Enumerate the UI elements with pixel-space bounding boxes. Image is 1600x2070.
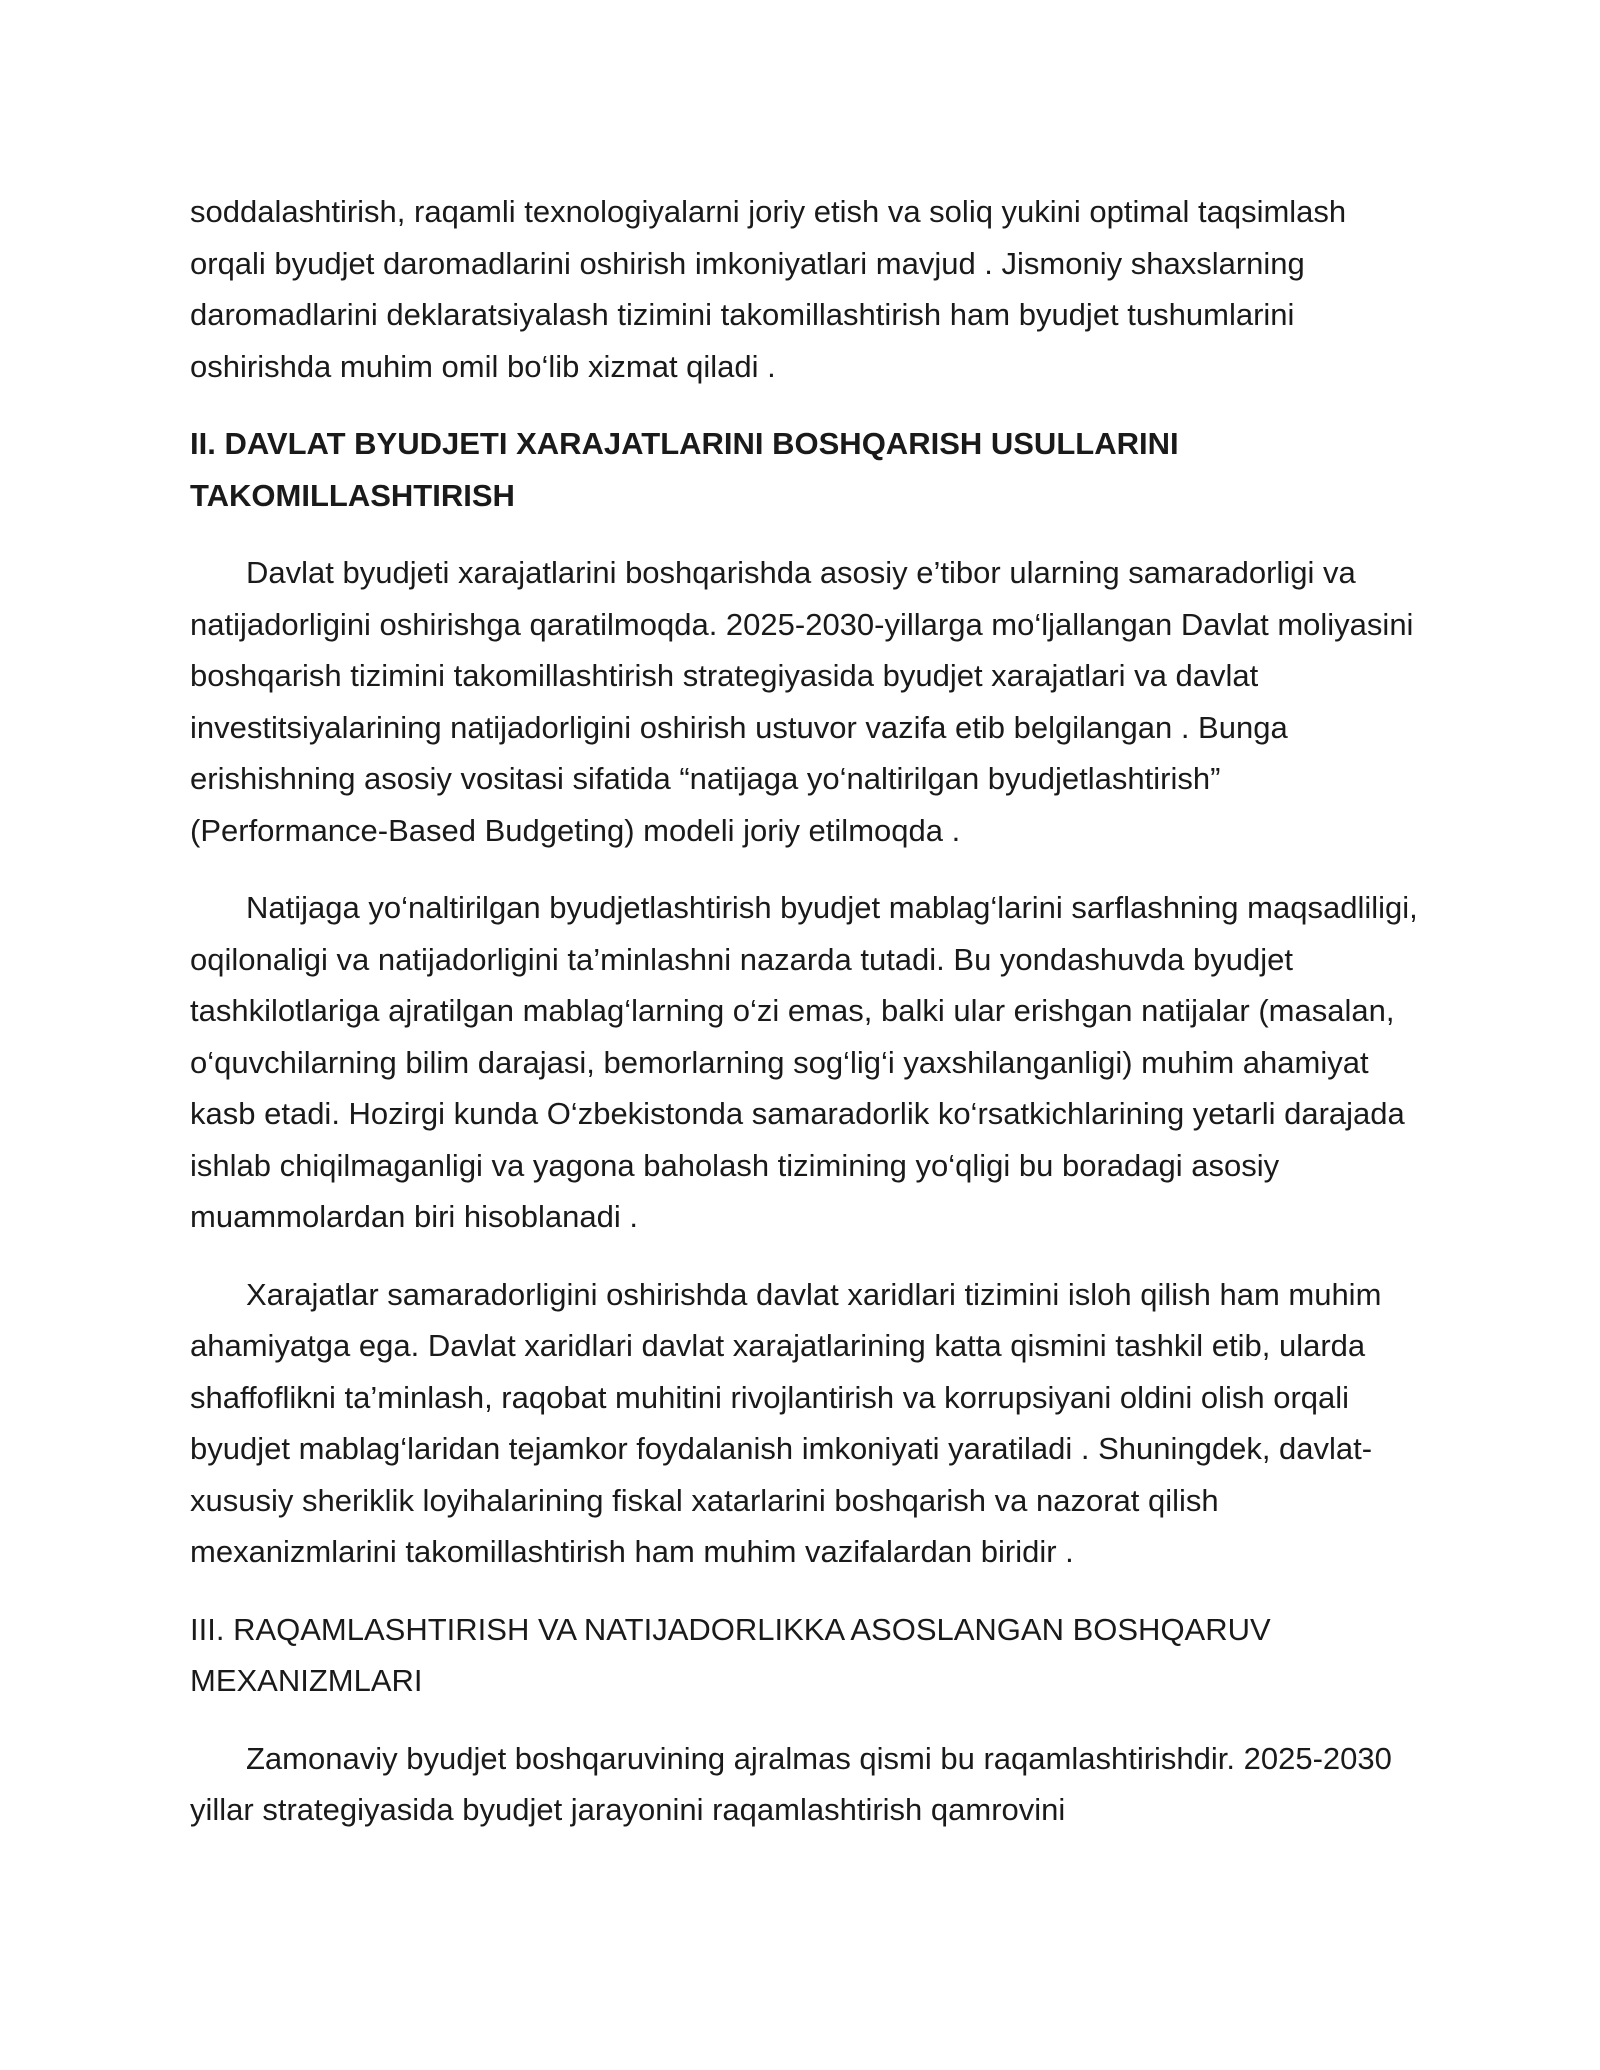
document-page (190, 186, 1425, 1862)
paragraph-expenditure-management: Davlat byudjeti xarajatlarini boshqarishda asosiy e’tibor ularning samaradorligi va natijadorligini oshirishga qaratilmoqda. 2025-2030-yillarga mo‘ljallangan Davlat moliyasini boshqarish tizimini takomillashtirish strategiyasida byudjet xarajatlari va davlat investitsiyalarining natijadorligini oshirish ustuvor vazifa etib belgilangan . Bunga erishishning asosiy vositasi sifatida “natijaga yo‘naltirilgan byudjetlashtirish” (Performance-Based Budgeting) modeli joriy etilmoqda . (190, 555, 1414, 848)
section-heading-iii: III. RAQAMLASHTIRISH VA NATIJADORLIKKA ASOSLANGAN BOSHQARUV MEXANIZMLARI (190, 1611, 1271, 1698)
paragraph-continued: soddalashtirish, raqamli texnologiyalarni joriy etish va soliq yukini optimal taqsimlash orqali byudjet daromadlarini oshirish imkoniyatlari mavjud . Jismoniy shaxslarning daromadlarini deklaratsiyalash tizimini takomillashtirish ham byudjet tushumlarini oshirishda muhim omil bo‘lib xizmat qiladi . (190, 194, 1347, 384)
paragraph-performance-budgeting: Natijaga yo‘naltirilgan byudjetlashtirish byudjet mablag‘larini sarflashning maqsadliligi, oqilonaligi va natijadorligini ta’minlashni nazarda tutadi. Bu yondashuvda byudjet tashkilotlariga ajratilgan mablag‘larning o‘zi emas, balki ular erishgan natijalar (masalan, o‘quvchilarning bilim darajasi, bemorlarning sog‘lig‘i yaxshilanganligi) muhim ahamiyat kasb etadi. Hozirgi kunda O‘zbekistonda samaradorlik ko‘rsatkichlarining yetarli darajada ishlab chiqilmaganligi va yagona baholash tizimining yo‘qligi bu boradagi asosiy muammolardan biri hisoblanadi . (190, 890, 1418, 1234)
section-heading-ii: II. DAVLAT BYUDJETI XARAJATLARINI BOSHQARISH USULLARINI TAKOMILLASHTIRISH (190, 426, 1179, 513)
paragraph-digitalization: Zamonaviy byudjet boshqaruvining ajralmas qismi bu raqamlashtirishdir. 2025-2030 yillar strategiyasida byudjet jarayonini raqamlashtirish qamrovini (190, 1740, 1392, 1827)
paragraph-public-procurement: Xarajatlar samaradorligini oshirishda davlat xaridlari tizimini isloh qilish ham muhim ahamiyatga ega. Davlat xaridlari davlat xarajatlarining katta qismini tashkil etib, ularda shaffoflikni ta’minlash, raqobat muhitini rivojlantirish va korrupsiyani oldini olish orqali byudjet mablag‘laridan tejamkor foydalanish imkoniyati yaratiladi . Shuningdek, davlat-xususiy sheriklik loyihalarining fiskal xatarlarini boshqarish va nazorat qilish mexanizmlarini takomillashtirish ham muhim vazifalardan biridir . (190, 1276, 1382, 1569)
